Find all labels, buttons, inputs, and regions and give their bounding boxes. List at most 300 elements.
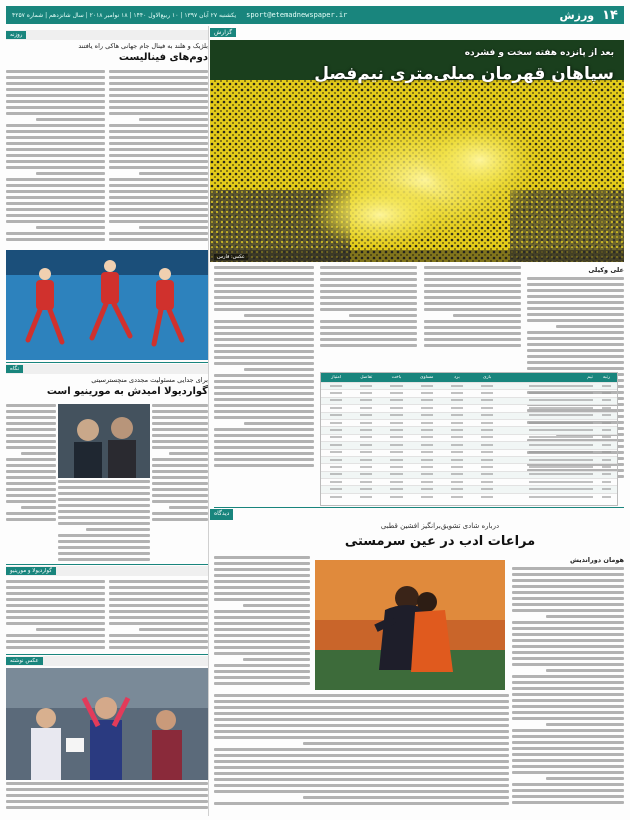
text-line (214, 802, 509, 805)
left-story2-tag: نگاه (6, 365, 23, 373)
cell-text-placeholder (421, 399, 433, 401)
cell-text-placeholder (451, 488, 463, 490)
cell-text-placeholder (390, 451, 402, 453)
standings-table (320, 372, 618, 506)
table-row (321, 382, 617, 389)
cell-text-placeholder (390, 414, 402, 416)
table-cell (442, 450, 472, 455)
fans-photo (6, 668, 208, 780)
text-line (109, 160, 208, 163)
text-line (320, 320, 417, 323)
text-line (6, 494, 56, 497)
text-line (214, 700, 509, 703)
text-line (109, 238, 208, 241)
page-header (6, 6, 624, 24)
text-line (109, 196, 208, 199)
text-line (320, 332, 417, 335)
text-line (214, 320, 314, 323)
text-line (320, 272, 417, 275)
cell-text-placeholder (602, 429, 610, 431)
cell-text-placeholder (529, 466, 592, 468)
text-line (214, 308, 314, 311)
text-line (6, 488, 56, 491)
text-lines (6, 404, 56, 521)
text-line (21, 506, 56, 509)
text-line (214, 694, 509, 697)
text-line (6, 476, 56, 479)
section-rule (214, 507, 624, 508)
text-line (6, 800, 208, 803)
text-line (214, 718, 509, 721)
left-rule-1 (6, 362, 208, 363)
cell-text-placeholder (360, 473, 372, 475)
header-right (559, 8, 618, 23)
left-story1-kicker (6, 30, 208, 40)
hockey-photo (6, 250, 208, 360)
cell-text-placeholder (390, 392, 402, 394)
text-line (214, 362, 314, 365)
table-cell (502, 465, 596, 470)
table-cell (472, 480, 502, 485)
cell-text-placeholder (360, 385, 372, 387)
table-cell (381, 465, 411, 470)
main-story-pretitle: بعد از پانزده هفته سخت و فشرده (464, 48, 614, 58)
text-line (6, 88, 105, 91)
text-line (109, 94, 208, 97)
table-cell (502, 450, 596, 455)
text-line (86, 528, 150, 531)
text-line (109, 142, 208, 145)
text-lines (214, 694, 509, 805)
text-line (424, 284, 521, 287)
text-line (109, 76, 208, 79)
table-row (321, 493, 617, 500)
table-cell (442, 384, 472, 389)
cell-text-placeholder (390, 488, 402, 490)
cell-text-placeholder (529, 385, 592, 387)
table-cell (472, 458, 502, 463)
table-row (321, 471, 617, 478)
th-diff: تفاضل (360, 375, 373, 380)
table-cell (381, 458, 411, 463)
table-row (321, 419, 617, 426)
text-line (214, 568, 310, 571)
text-line (109, 592, 208, 595)
table-cell (472, 421, 502, 426)
text-line (152, 518, 208, 521)
table-cell (502, 421, 596, 426)
text-line (58, 510, 150, 513)
text-line (6, 112, 105, 115)
text-line (214, 338, 314, 341)
cell-text-placeholder (360, 496, 372, 498)
cell-text-placeholder (481, 385, 493, 387)
text-line (6, 166, 105, 169)
text-line (109, 586, 208, 589)
text-line (6, 434, 56, 437)
cell-text-placeholder (421, 466, 433, 468)
text-line (109, 640, 208, 643)
text-line (527, 337, 624, 340)
text-line (214, 622, 310, 625)
text-line (58, 534, 150, 537)
text-line (58, 498, 150, 501)
table-cell (381, 435, 411, 440)
table-cell (351, 450, 381, 455)
cell-text-placeholder (330, 392, 342, 394)
table-cell (442, 421, 472, 426)
table-cell (351, 413, 381, 418)
text-line (214, 778, 509, 781)
text-line (152, 404, 208, 407)
text-line (139, 118, 208, 121)
text-line (109, 202, 208, 205)
text-line (527, 307, 624, 310)
cell-text-placeholder (481, 436, 493, 438)
text-line (6, 70, 105, 73)
table-cell (412, 398, 442, 403)
text-line (214, 736, 509, 739)
cell-text-placeholder (529, 407, 592, 409)
left-story1-text (6, 70, 208, 246)
text-line (6, 646, 105, 649)
cell-text-placeholder (330, 496, 342, 498)
table-cell (502, 443, 596, 448)
cell-text-placeholder (421, 444, 433, 446)
text-line (214, 580, 310, 583)
text-line (6, 76, 105, 79)
cell-text-placeholder (421, 473, 433, 475)
text-line (109, 598, 208, 601)
cell-text-placeholder (330, 451, 342, 453)
table-row (321, 463, 617, 470)
table-cell (596, 487, 617, 492)
text-lines (424, 266, 521, 347)
table-cell (502, 495, 596, 500)
text-line (512, 567, 624, 570)
text-line (6, 410, 56, 413)
cell-text-placeholder (390, 473, 402, 475)
text-line (152, 470, 208, 473)
cell-text-placeholder (529, 488, 592, 490)
table-cell (412, 465, 442, 470)
column-divider (208, 26, 209, 816)
text-line (6, 196, 105, 199)
feature-col-bottom (214, 694, 509, 814)
text-line (512, 573, 624, 576)
table-cell (442, 487, 472, 492)
text-line (424, 278, 521, 281)
text-line (214, 592, 310, 595)
left-story3-text (6, 580, 208, 652)
cell-text-placeholder (360, 488, 372, 490)
cell-text-placeholder (421, 392, 433, 394)
text-lines (512, 567, 624, 804)
text-line (6, 806, 208, 809)
table-cell (321, 487, 351, 492)
text-line (6, 214, 105, 217)
feature-headline: مراعات ادب در عین سرمستی (344, 534, 536, 549)
cell-text-placeholder (602, 496, 610, 498)
table-cell (442, 435, 472, 440)
text-line (6, 100, 105, 103)
cell-text-placeholder (451, 481, 463, 483)
fans-image (6, 668, 208, 780)
text-line (6, 580, 105, 583)
text-line (512, 789, 624, 792)
text-line (109, 106, 208, 109)
text-line (214, 458, 314, 461)
text-line (109, 166, 208, 169)
text-line (109, 136, 208, 139)
text-line (109, 646, 208, 649)
text-line (546, 723, 624, 726)
cell-text-placeholder (602, 488, 610, 490)
table-cell (502, 413, 596, 418)
table-cell (351, 406, 381, 411)
cell-text-placeholder (481, 392, 493, 394)
cell-text-placeholder (451, 444, 463, 446)
text-line (36, 118, 105, 121)
text-line (58, 522, 150, 525)
left-story2-text-mid (58, 480, 150, 564)
cell-text-placeholder (330, 473, 342, 475)
text-line (512, 753, 624, 756)
text-line (214, 646, 310, 649)
text-line (320, 278, 417, 281)
cell-text-placeholder (451, 451, 463, 453)
table-cell (381, 480, 411, 485)
table-cell (472, 384, 502, 389)
text-line (244, 422, 314, 425)
text-line (109, 70, 208, 73)
cell-text-placeholder (421, 459, 433, 461)
text-line (109, 124, 208, 127)
text-line (214, 586, 310, 589)
table-cell (412, 480, 442, 485)
cell-text-placeholder (529, 436, 592, 438)
text-line (214, 398, 314, 401)
text-line (320, 326, 417, 329)
table-cell (502, 406, 596, 411)
table-cell (381, 443, 411, 448)
text-line (424, 320, 521, 323)
text-lines (109, 70, 208, 244)
table-cell (502, 487, 596, 492)
table-cell (321, 458, 351, 463)
cell-text-placeholder (451, 436, 463, 438)
text-line (58, 480, 150, 483)
main-story-tag: گزارش (210, 28, 236, 37)
text-line (6, 610, 105, 613)
table-cell (596, 472, 617, 477)
table-cell (596, 495, 617, 500)
table-cell (596, 480, 617, 485)
text-line (6, 416, 56, 419)
section-email[interactable]: sport@etemadnewspaper.ir (246, 11, 348, 19)
text-line (152, 440, 208, 443)
table-cell (351, 495, 381, 500)
text-line (6, 512, 56, 515)
celebration-image (315, 560, 505, 690)
cell-text-placeholder (529, 459, 592, 461)
text-line (214, 730, 509, 733)
cell-text-placeholder (421, 407, 433, 409)
feature-col-2 (214, 556, 310, 696)
table-cell (381, 428, 411, 433)
table-cell (596, 406, 617, 411)
th-won: برد (454, 375, 460, 380)
text-line (512, 609, 624, 612)
text-line (512, 771, 624, 774)
cell-text-placeholder (481, 422, 493, 424)
cell-text-placeholder (481, 473, 493, 475)
table-cell (381, 421, 411, 426)
date-line: یکشنبه ۲۷ آبان ۱۳۹۷ | ۱۰ ربیع‌الاول ۱۴۴۰ | ۱۸ نوامبر ۲۰۱۸ | سال شانزدهم | شماره ۴۲۵۷ (12, 11, 237, 19)
text-line (214, 266, 314, 269)
table-cell (412, 435, 442, 440)
table-cell (412, 495, 442, 500)
text-line (512, 729, 624, 732)
text-line (214, 290, 314, 293)
text-line (512, 591, 624, 594)
table-cell (321, 472, 351, 477)
text-line (214, 754, 509, 757)
text-line (320, 302, 417, 305)
cell-text-placeholder (421, 414, 433, 416)
text-line (512, 711, 624, 714)
table-cell (442, 480, 472, 485)
table-cell (596, 443, 617, 448)
table-cell (472, 450, 502, 455)
table-row (321, 478, 617, 485)
th-team: تیم (587, 375, 593, 380)
table-cell (412, 443, 442, 448)
cell-text-placeholder (330, 399, 342, 401)
text-line (424, 332, 521, 335)
cell-text-placeholder (390, 429, 402, 431)
text-line (527, 295, 624, 298)
cell-text-placeholder (451, 466, 463, 468)
text-line (6, 178, 105, 181)
photo-story-kicker (6, 656, 208, 666)
text-line (36, 628, 105, 631)
table-cell (351, 472, 381, 477)
text-line (6, 634, 105, 637)
cell-text-placeholder (602, 414, 610, 416)
cell-text-placeholder (481, 459, 493, 461)
text-line (6, 130, 105, 133)
text-line (546, 669, 624, 672)
cell-text-placeholder (529, 473, 592, 475)
text-line (320, 296, 417, 299)
text-line (214, 760, 509, 763)
text-line (214, 664, 310, 667)
text-line (527, 361, 624, 364)
table-cell (351, 384, 381, 389)
cell-text-placeholder (330, 488, 342, 490)
cell-text-placeholder (602, 399, 610, 401)
text-line (6, 202, 105, 205)
table-cell (502, 428, 596, 433)
cell-text-placeholder (390, 422, 402, 424)
text-line (21, 452, 56, 455)
cell-text-placeholder (360, 436, 372, 438)
text-line (6, 500, 56, 503)
text-line (424, 290, 521, 293)
text-line (6, 586, 105, 589)
text-line (6, 190, 105, 193)
text-line (512, 603, 624, 606)
cell-text-placeholder (602, 385, 610, 387)
text-line (152, 422, 208, 425)
header-left (12, 11, 347, 19)
cell-text-placeholder (390, 444, 402, 446)
text-line (214, 676, 310, 679)
cell-text-placeholder (390, 407, 402, 409)
text-line (6, 422, 56, 425)
text-line (109, 232, 208, 235)
text-line (6, 598, 105, 601)
text-line (58, 558, 150, 561)
table-cell (502, 480, 596, 485)
feature-pretitle: درباره شادی تشویق‌برانگیز افشین قطبی (380, 522, 500, 530)
text-line (109, 208, 208, 211)
cell-text-placeholder (451, 473, 463, 475)
managers-photo (58, 404, 150, 478)
cell-text-placeholder (390, 385, 402, 387)
cell-text-placeholder (330, 466, 342, 468)
table-cell (412, 391, 442, 396)
text-line (58, 492, 150, 495)
table-cell (442, 495, 472, 500)
text-line (109, 130, 208, 133)
table-cell (472, 443, 502, 448)
left-story2-pretitle: برای جدایی مسئولیت مجددی منچسترسیتی (91, 376, 208, 384)
text-line (320, 344, 417, 347)
text-line (453, 314, 521, 317)
text-line (512, 747, 624, 750)
cell-text-placeholder (330, 385, 342, 387)
text-line (320, 284, 417, 287)
table-cell (381, 487, 411, 492)
text-line (214, 670, 310, 673)
table-cell (442, 413, 472, 418)
text-line (527, 355, 624, 358)
table-cell (596, 458, 617, 463)
text-line (214, 404, 314, 407)
text-line (214, 748, 509, 751)
table-cell (321, 421, 351, 426)
table-cell (351, 391, 381, 396)
table-cell (381, 450, 411, 455)
text-line (214, 712, 509, 715)
text-line (527, 343, 624, 346)
text-line (512, 675, 624, 678)
text-line (109, 220, 208, 223)
cell-text-placeholder (421, 385, 433, 387)
text-lines (6, 580, 105, 652)
cell-text-placeholder (529, 496, 592, 498)
table-cell (442, 472, 472, 477)
text-line (527, 319, 624, 322)
table-cell (351, 421, 381, 426)
table-cell (321, 450, 351, 455)
text-line (512, 663, 624, 666)
text-line (214, 682, 310, 685)
left-story1-headline: دوم‌های فینالیست (118, 52, 208, 63)
text-line (512, 681, 624, 684)
